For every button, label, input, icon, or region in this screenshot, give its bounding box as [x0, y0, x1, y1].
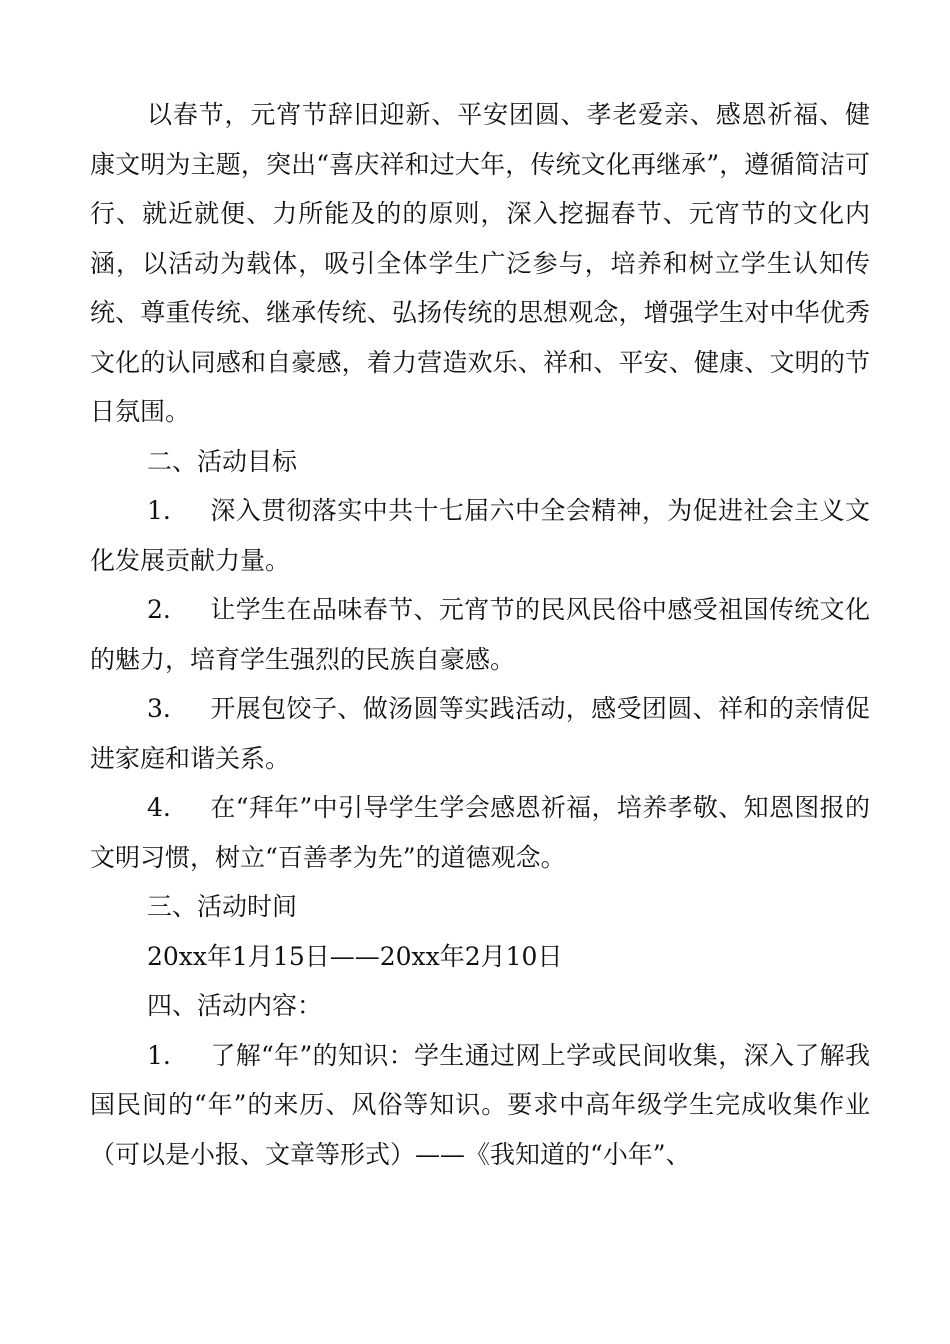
goal-number: 2.: [147, 595, 171, 624]
goal-item-4: [90, 783, 870, 882]
document-body: [90, 90, 870, 1179]
goal-text: 开展包饺子、做汤圆等实践活动，感受团圆、祥和的亲情促进家庭和谐关系。: [90, 694, 870, 773]
goal-item-2: [90, 585, 870, 684]
goal-number: 1.: [147, 496, 171, 525]
time-heading: 三、活动时间: [147, 892, 298, 921]
content-heading: 四、活动内容：: [147, 991, 323, 1020]
goal-number: 4.: [147, 793, 171, 822]
content-number: 1.: [147, 1040, 171, 1070]
content-item-1: [90, 1031, 870, 1180]
goal-item-1: [90, 486, 870, 585]
time-value: 20xx年1月15日——20xx年2月10日: [147, 941, 563, 971]
goal-number: 3.: [147, 694, 171, 723]
goal-text: 深入贯彻落实中共十七届六中全会精神，为促进社会主义文化发展贡献力量。: [90, 496, 870, 575]
goals-heading: 二、活动目标: [147, 446, 298, 476]
goal-text: 在“拜年”中引导学生学会感恩祈福，培养孝敬、知恩图报的文明习惯，树立“百善孝为先”的道德观念。: [90, 793, 870, 872]
goal-text: 让学生在品味春节、元宵节的民风民俗中感受祖国传统文化的魅力，培育学生强烈的民族自豪感。: [90, 595, 870, 674]
goal-item-3: [90, 684, 870, 783]
intro-paragraph: 以春节，元宵节辞旧迎新、平安团圆、孝老爱亲、感恩祈福、健康文明为主题，突出“喜庆祥和过大年，传统文化再继承”，遵循简洁可行、就近就便、力所能及的的原则，深入挖掘春节、元宵节的文化内涵，以活动为载体，吸引全体学生广泛参与，培养和树立学生认知传统、尊重传统、继承传统、弘扬传统的思想观念，增强学生对中华优秀文化的认同感和自豪感，着力营造欢乐、祥和、平安、健康、文明的节日氛围。: [90, 100, 870, 426]
content-text: 了解“年”的知识：学生通过网上学或民间收集，深入了解我国民间的“年”的来历、风俗等知识。要求中高年级学生完成收集作业（可以是小报、文章等形式）——《我知道的“小年”、: [90, 1040, 870, 1169]
